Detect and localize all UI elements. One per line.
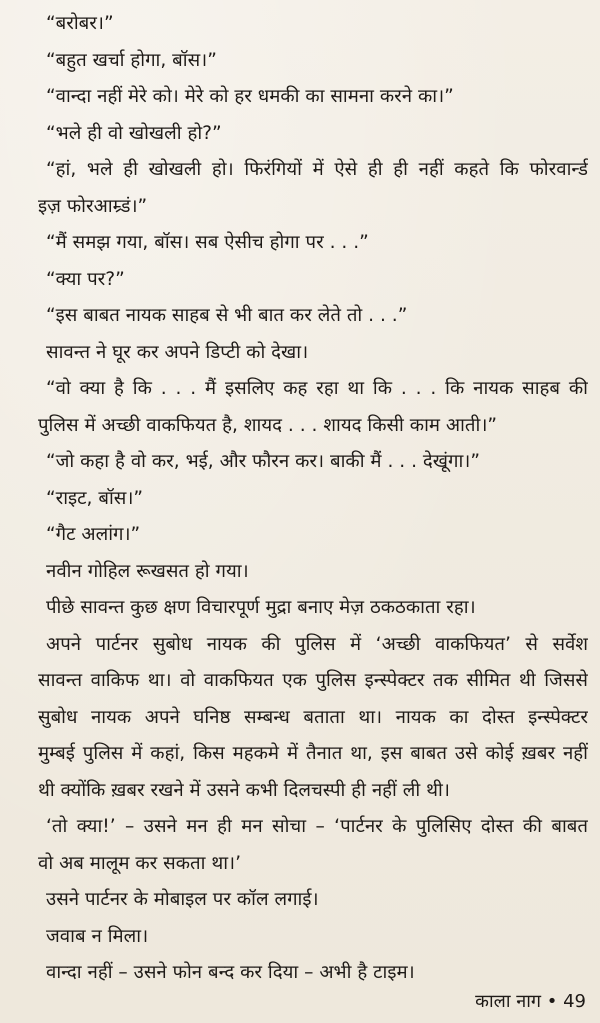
text-line: “गैट अलांग।” [46, 524, 141, 545]
text-line: थी क्योंकि ख़बर रखने में उसने कभी दिलचस्पी ही नहीं ली थी। [38, 779, 450, 801]
text-line: अपने पार्टनर सुबोध नायक की पुलिस में ‘अच्छी वाकफियत’ से सर्वेश [46, 633, 588, 655]
text-line: सावन्त ने घूर कर अपने डिप्टी को देखा। [46, 341, 309, 363]
text-line: “भले ही वो खोखली हो?” [46, 122, 222, 144]
text-line: वो अब मालूम कर सकता था।’ [38, 852, 241, 874]
text-line: “जो कहा है वो कर, भई, और फौरन कर। बाकी मैं . . . देखूंगा।” [46, 451, 480, 472]
page-body-text [38, 6, 588, 992]
text-line: नवीन गोहिल रूखसत हो गया। [46, 560, 249, 582]
text-line: “हां, भले ही खोखली हो। फिरंगियों में ऐसे ही ही नहीं कहते कि फोरवार्न्ड [46, 159, 588, 180]
text-line: सावन्त वाकिफ था। वो वाकफियत एक पुलिस इन्स्पेक्टर तक सीमित थी जिससे [38, 670, 588, 691]
text-line: “क्या पर?” [46, 268, 125, 290]
text-line: “बहुत खर्चा होगा, बॉस।” [46, 49, 217, 71]
text-line: “वो क्या है कि . . . मैं इसलिए कह रहा था कि . . . कि नायक साहब की [46, 378, 588, 399]
text-line: पीछे सावन्त कुछ क्षण विचारपूर्ण मुद्रा बनाए मेज़ ठकठकाता रहा। [46, 597, 476, 618]
text-line: “मैं समझ गया, बॉस। सब ऐसीच होगा पर . . .” [46, 232, 369, 253]
text-line: “बरोबर।” [46, 13, 114, 34]
text-line: ‘तो क्या!’ – उसने मन ही मन सोचा – ‘पार्टनर के पुलिसिए दोस्त की बाबत [46, 816, 588, 837]
text-line: सुबोध नायक अपने घनिष्ठ सम्बन्ध बताता था। नायक का दोस्त इन्स्पेक्टर [38, 706, 588, 728]
text-line: पुलिस में अच्छी वाकफियत है, शायद . . . शायद किसी काम आती।” [38, 414, 498, 436]
text-line: “राइट, बॉस।” [46, 487, 144, 509]
text-line: जवाब न मिला। [46, 925, 149, 947]
text-line: “इस बाबत नायक साहब से भी बात कर लेते तो . . .” [46, 305, 408, 326]
text-line: इज़ फोरआम्र्डं।” [38, 195, 148, 217]
text-line: “वान्दा नहीं मेरे को। मेरे को हर धमकी का सामना करने का।” [46, 86, 454, 107]
text-line: उसने पार्टनर के मोबाइल पर कॉल लगाई। [46, 889, 319, 910]
text-line: वान्दा नहीं – उसने फोन बन्द कर दिया – अभी है टाइम। [46, 962, 415, 983]
page-footer: काला नाग • 49 [475, 991, 586, 1012]
text-line: मुम्बई पुलिस में कहां, किस महकमे में तैनात था, इस बाबत उसे कोई ख़बर नहीं [38, 743, 588, 764]
